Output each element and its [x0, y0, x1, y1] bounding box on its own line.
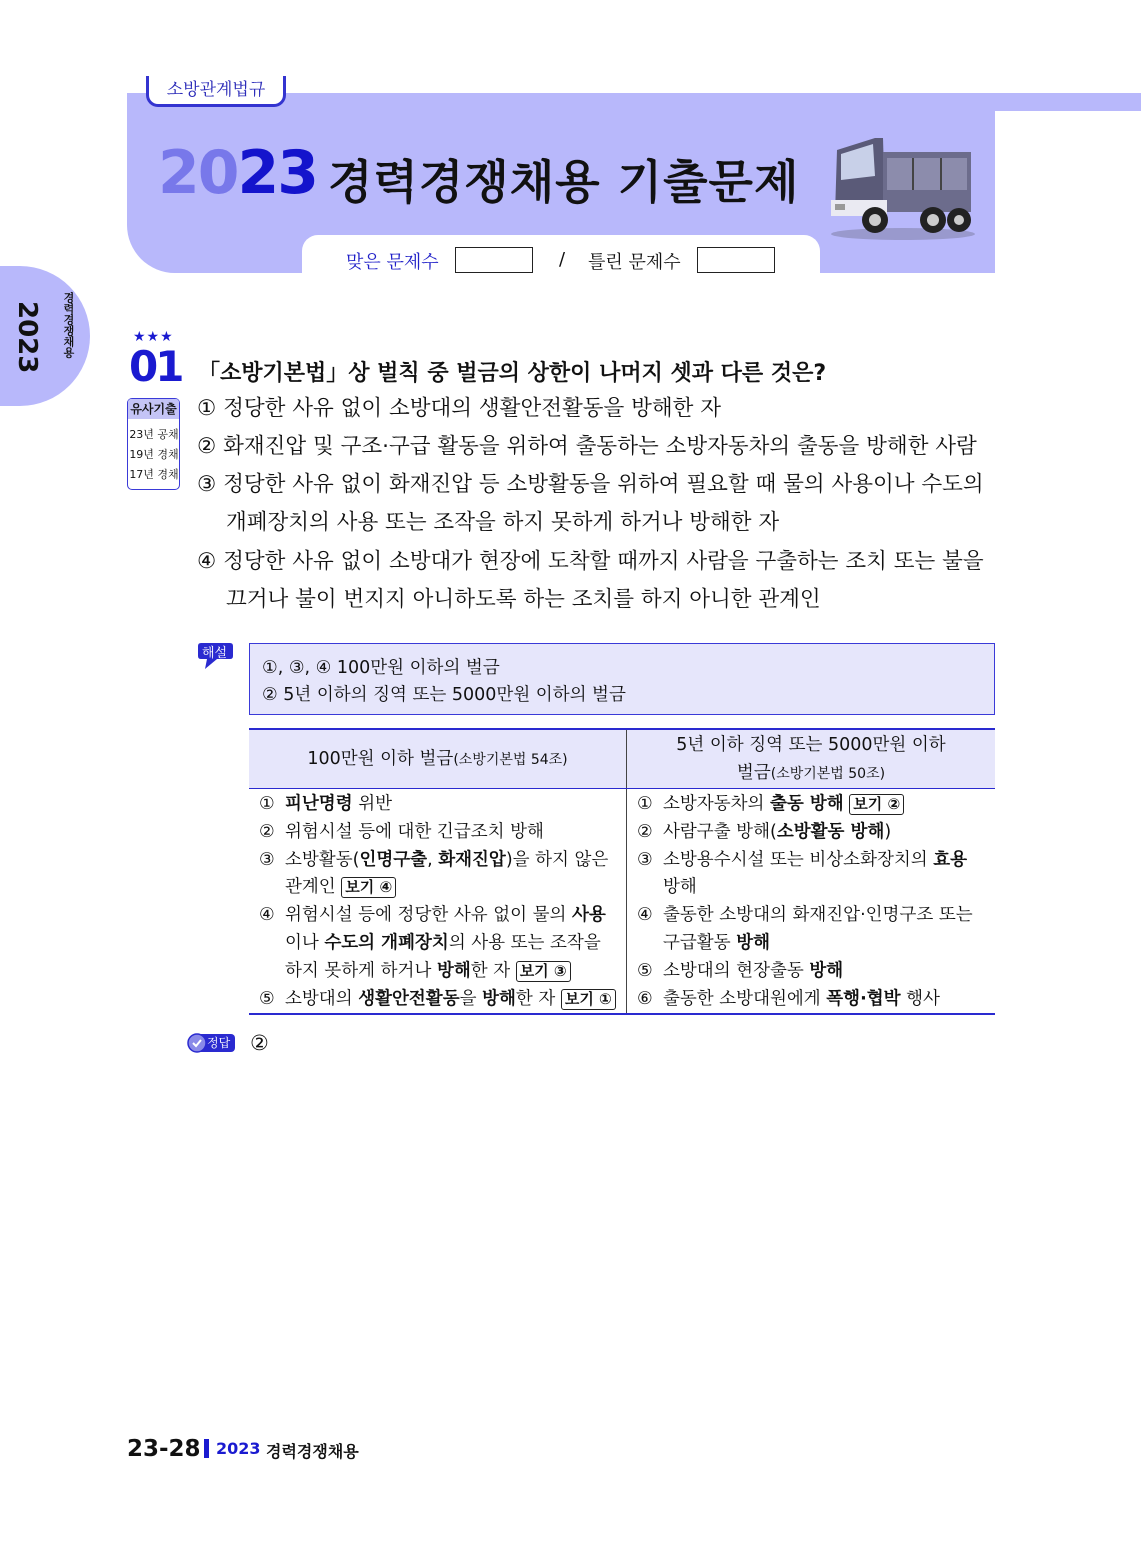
explanation-badge-label: 해설 — [202, 646, 228, 661]
side-tab-year: 2023 — [12, 301, 42, 374]
wrong-count-field[interactable] — [697, 247, 775, 273]
penalty-table — [249, 728, 995, 1015]
header-corner-cutout — [995, 111, 1141, 281]
table-row: ④ 출동한 소방대의 화재진압·인명구조 또는 구급활동 방해 — [637, 905, 973, 953]
answer-value: ② — [250, 1031, 269, 1055]
table-row: ④ 위험시설 등에 정당한 사유 없이 물의 사용이나 수도의 개폐장치의 사용 또는 조작을 하지 못하게 하거나 방해한 자 보기 ③ — [259, 905, 606, 981]
option-3-continued: 개폐장치의 사용 또는 조작을 하지 못하게 하거나 방해한 자 — [226, 510, 780, 535]
table-row: ② 위험시설 등에 대한 긴급조치 방해 — [259, 821, 544, 842]
header-band-extension — [995, 93, 1141, 111]
question-number: 01 — [129, 342, 182, 391]
example-tag: 보기 ② — [849, 794, 904, 815]
footer-title: 경력경쟁채용 — [266, 1442, 359, 1461]
table-cell-right — [627, 789, 996, 1015]
table-row: ③ 소방용수시설 또는 비상소화장치의 효용 방해 — [637, 849, 968, 898]
example-tag: 보기 ④ — [341, 877, 396, 898]
similar-exam-title: 유사기출 — [128, 399, 179, 419]
table-row: ① 소방자동차의 출동 방해 보기 ② — [637, 791, 987, 819]
table-row: ③ 소방활동(인명구출, 화재진압)을 하지 않은 관계인 보기 ④ — [259, 849, 609, 898]
subject-tab: 소방관계법규 — [146, 76, 286, 107]
page-title: 경력경쟁채용 기출문제 — [328, 155, 800, 209]
table-row: ⑤ 소방대의 생활안전활동을 방해한 자 보기 ① — [259, 986, 618, 1014]
option-4-continued: 끄거나 불이 번지지 아니하도록 하는 조치를 하지 아니한 관계인 — [226, 587, 821, 612]
table-row: ② 사람구출 방해(소방활동 방해) — [637, 821, 892, 842]
option-2[interactable]: ② 화재진압 및 구조·구급 활동을 위하여 출동하는 소방자동차의 출동을 방해한 사람 — [197, 434, 977, 459]
explanation-line: ①, ③, ④ 100만원 이하의 벌금 — [262, 658, 500, 678]
difficulty-stars: ★★★ — [133, 329, 174, 345]
table-row: ⑤ 소방대의 현장출동 방해 — [637, 960, 844, 981]
example-tag: 보기 ③ — [516, 961, 571, 982]
example-tag: 보기 ① — [561, 989, 616, 1010]
correct-count-label: 맞은 문제수 — [346, 252, 439, 273]
option-4[interactable]: ④ 정당한 사유 없이 소방대가 현장에 도착할 때까지 사람을 구출하는 조치 또는 불을 — [197, 549, 984, 574]
page-number: 23-28 — [127, 1436, 201, 1462]
table-row: ⑥ 출동한 소방대원에게 폭행·협박 행사 — [637, 988, 940, 1009]
option-3[interactable]: ③ 정당한 사유 없이 화재진압 등 소방활동을 위하여 필요할 때 물의 사용이나 수도의 — [197, 472, 984, 497]
similar-exam-item: 17년 경채 — [129, 468, 179, 481]
answer-badge-label: 정답 — [207, 1036, 231, 1050]
table-cell-left — [249, 789, 627, 1015]
header-year-prefix: 20 — [158, 138, 238, 208]
header-year — [158, 138, 317, 208]
fire-truck-illustration — [823, 130, 975, 242]
score-divider: / — [559, 249, 566, 270]
header-year-suffix: 23 — [237, 138, 317, 208]
similar-exam-item: 19년 경채 — [129, 448, 179, 461]
explanation-line: ② 5년 이하의 징역 또는 5000만원 이하의 벌금 — [262, 685, 626, 705]
footer-divider — [204, 1439, 209, 1458]
similar-exam-item: 23년 공채 — [129, 428, 179, 441]
table-header-right: 5년 이하 징역 또는 5000만원 이하 벌금(소방기본법 50조) — [627, 729, 996, 789]
correct-count-field[interactable] — [455, 247, 533, 273]
wrong-count-label: 틀린 문제수 — [588, 252, 681, 273]
table-header-left: 100만원 이하 벌금(소방기본법 54조) — [249, 729, 627, 789]
question-text: 「소방기본법」상 벌칙 중 벌금의 상한이 나머지 셋과 다른 것은? — [198, 361, 827, 386]
option-1[interactable]: ① 정당한 사유 없이 소방대의 생활안전활동을 방해한 자 — [197, 396, 722, 421]
table-row: ① 피난명령 위반 — [259, 794, 392, 814]
side-tab-label: 경력경쟁채용 — [62, 292, 75, 358]
footer-year: 2023 — [216, 1439, 261, 1458]
